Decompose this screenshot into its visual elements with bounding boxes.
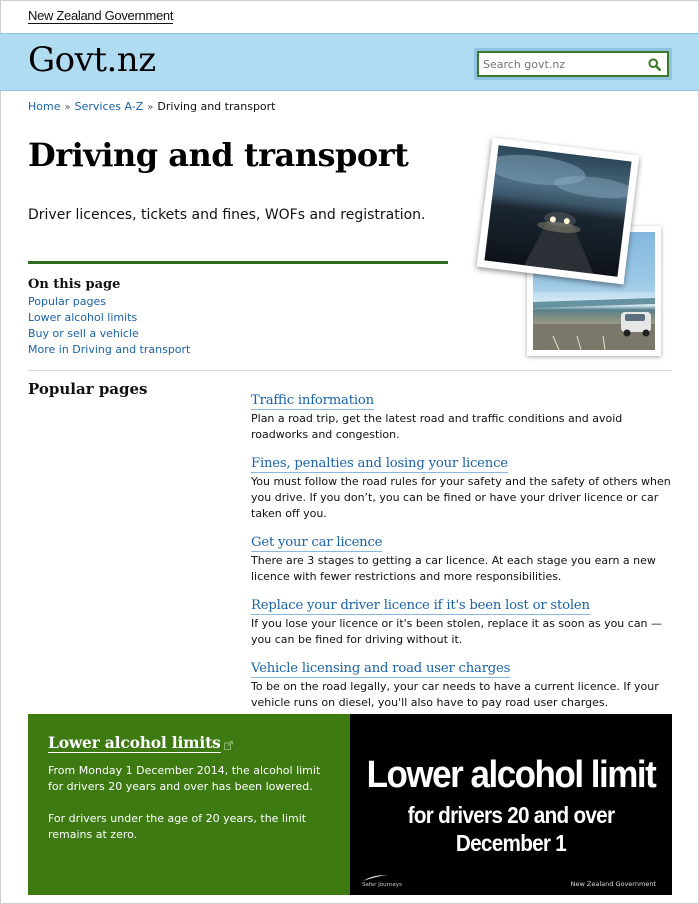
otp-link-buy-sell[interactable]: Buy or sell a vehicle: [28, 327, 139, 340]
otp-link-alcohol[interactable]: Lower alcohol limits: [28, 311, 138, 324]
page-subtitle: Driver licences, tickets and fines, WOFs and registration.: [28, 207, 426, 223]
list-item: [251, 657, 671, 711]
ad-gov-logo: New Zealand Government: [570, 880, 656, 888]
ad-date: December 1: [455, 830, 567, 856]
page-title: Driving and transport: [28, 136, 409, 174]
popular-desc: There are 3 stages to getting a car licence. At each stage you earn a new licence with fewer restrictions and more responsibilities.: [251, 554, 656, 583]
night-car-image: [484, 145, 631, 276]
on-this-page-heading: On this page: [28, 277, 121, 292]
promo-paragraph-2: For drivers under the age of 20 years, the limit remains at zero.: [48, 812, 307, 841]
search-icon: [648, 58, 661, 71]
popular-link-replace-licence[interactable]: Replace your driver licence if it's been lost or stolen: [251, 598, 590, 613]
list-item: [251, 389, 671, 443]
promo-text-panel: [28, 714, 350, 895]
popular-desc: You must follow the road rules for your safety and the safety of others when you drive. If you don’t, you can be fined or have your driver licence or car taken off you.: [251, 475, 671, 520]
fern-icon: [362, 874, 388, 882]
ad-subline: for drivers 20 and over: [407, 802, 615, 828]
list-item: [251, 452, 671, 522]
list-item: [251, 594, 671, 648]
list-item: [251, 531, 671, 585]
breadcrumb-services[interactable]: Services A-Z: [74, 100, 144, 113]
search-button[interactable]: [641, 53, 667, 75]
section-divider: [28, 261, 448, 264]
promo-advert-image[interactable]: [350, 714, 672, 895]
on-this-page-list: [28, 294, 190, 358]
popular-link-vehicle-licensing[interactable]: Vehicle licensing and road user charges: [251, 661, 511, 676]
safer-journeys-logo: [362, 874, 402, 888]
safer-journeys-text: Safer Journeys: [362, 882, 402, 888]
popular-link-traffic[interactable]: Traffic information: [251, 393, 374, 408]
popular-pages-heading: Popular pages: [28, 380, 148, 398]
breadcrumb-separator: »: [64, 102, 71, 113]
popular-desc: If you lose your licence or it's been stolen, replace it as soon as you can — you can be fined for driving without it.: [251, 617, 663, 646]
list-item: [28, 310, 190, 326]
search-input[interactable]: [479, 53, 641, 75]
night-car-photo: [477, 137, 640, 284]
otp-link-popular[interactable]: Popular pages: [28, 295, 106, 308]
gov-brand-text: New Zealand Government: [28, 8, 174, 23]
breadcrumb-separator: »: [147, 102, 154, 113]
popular-desc: To be on the road legally, your car needs to have a current licence. If your vehicle runs on diesel, you'll also have to pay road user charges.: [251, 680, 659, 709]
otp-link-more[interactable]: More in Driving and transport: [28, 343, 191, 356]
list-item: [28, 294, 190, 310]
breadcrumb-home[interactable]: Home: [28, 100, 61, 113]
promo-paragraph-1: From Monday 1 December 2014, the alcohol limit for drivers 20 years and over has been lowered.: [48, 764, 321, 793]
search-box: [474, 48, 672, 80]
breadcrumb: [28, 100, 276, 113]
site-logo[interactable]: Govt.nz: [28, 40, 156, 80]
alcohol-limits-promo: [28, 714, 672, 895]
ad-headline: Lower alcohol limit: [366, 754, 656, 796]
popular-pages-list: [251, 389, 671, 720]
search-form: [477, 51, 669, 77]
external-link-icon: [224, 741, 233, 750]
list-item: [28, 326, 190, 342]
content-divider: [28, 370, 672, 371]
nz-government-brand[interactable]: [28, 8, 173, 23]
breadcrumb-current: Driving and transport: [157, 100, 276, 113]
list-item: [28, 342, 190, 358]
site-header: [0, 33, 699, 91]
promo-title-link[interactable]: Lower alcohol limits: [48, 733, 221, 752]
popular-desc: Plan a road trip, get the latest road and traffic conditions and avoid roadworks and congestion.: [251, 412, 623, 441]
popular-link-car-licence[interactable]: Get your car licence: [251, 535, 383, 550]
popular-link-fines[interactable]: Fines, penalties and losing your licence: [251, 456, 508, 471]
